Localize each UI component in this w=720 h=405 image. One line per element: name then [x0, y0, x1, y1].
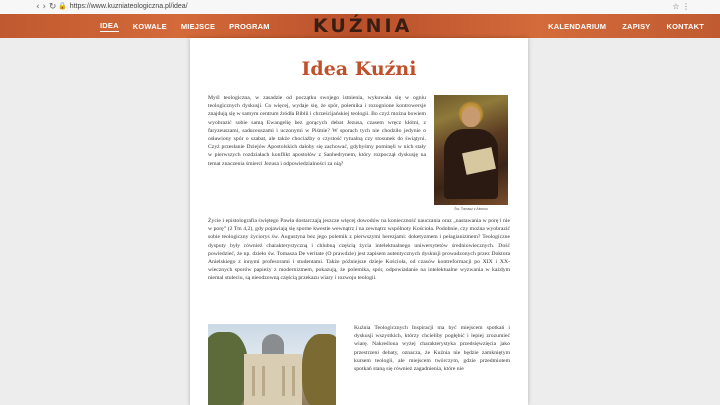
browser-toolbar [0, 0, 720, 15]
menu-item-zapisy[interactable]: ZAPISY [622, 21, 651, 31]
back-forward-icons[interactable]: ‹ › ↻ [36, 2, 57, 12]
page-title: Idea Kuźni [301, 58, 417, 80]
menu-item-kontakt[interactable]: KONTAKT [666, 21, 704, 31]
menu-item-kowale[interactable]: KOWALE [132, 21, 167, 31]
menu-item-idea[interactable]: IDEA [100, 20, 119, 30]
menu-item-program[interactable]: PROGRAM [229, 21, 270, 31]
kuznia-paragraph: Kuźnia Teologicznych Inspiracji ma być miejscem spotkań i dyskusji wszystkich, którzy chcieliby pogłębić i lepiej zrozumieć wiarę. Nakreślona wyżej charakterystyka przedsięwzięcia jako przestrzeni debaty, oznacza, że Kuźnia nie będzie zamkniętym kursem teologii, ale miejscem twórczym, gdzie przedmiotem spotkań staną się również zagadnienia, które nie [354, 325, 510, 373]
address-bar[interactable] [58, 2, 578, 12]
menu-item-kalendarium[interactable]: KALENDARIUM [548, 21, 607, 31]
main-menu-right [548, 14, 720, 38]
church-photo [208, 324, 336, 405]
lock-icon: 🔒 [58, 3, 67, 10]
menu-item-miejsce[interactable]: MIEJSCE [180, 21, 216, 31]
main-menu-left [100, 14, 284, 38]
site-header [0, 14, 720, 38]
site-logo[interactable]: KUŹNIA [313, 15, 413, 37]
browser-menu-icons[interactable]: ☆ ⋮ [672, 2, 690, 11]
content-panel [190, 38, 528, 405]
thomas-aquinas-painting [434, 95, 508, 205]
intro-paragraph: Myśl teologiczna, w zasadzie od początku swojego istnienia, wykuwała się w ogniu teologicznych dyskusji. Co więcej, wydaje się, że spór, polemika i rozognione kontrowersje znajdują się w samym centrum źródła Biblii i chrześcijańskiej teologii. Bo czyż można bowiem wyobrazić sobie samą Ewangelię bez gorących debat Jezusa, czasem wręcz kłótni, z faryzeuszami, saduceuszami i uczonymi w Piśmie? W sporach tych nie chodziło jedynie o osławiony spór o szabat, ale także chociażby o czystość rytualną czy stosunek do świątyni. Czyż przesłanie Dziejów Apostolskich dałoby się zachować, gdybyśmy pominęli w nich stały w pierwszych rozdziałach konflikt apostołów z Sanhedrynem, który rozpoczął dyskusję na temat znaczenia śmierci Jezusa i odpowiedzialności za nią? [208, 95, 426, 167]
url-text: https://www.kuzniateologiczna.pl/idea/ [69, 3, 188, 10]
painting-caption: Św. Tomasz z Akwinu [454, 207, 488, 211]
history-paragraph: Życie i epistolografia świętego Pawła dostarczają jeszcze więcej dowodów na konieczność nauczania oraz „nastawania w porę i nie w porę” (2 Tm 4,2), gdy pojawiają się sporne kwestie wewnątrz i na zewnątrz wspólnoty Kościoła. Podobnie, czy można wyobrazić sobie teologiczny życiorys św. Augustyna bez jego polemik z pierwszymi herezjami: doketyzmem i pelagianizmem? Teologiczne dysputy były również charakterystyczną i chlubną częścią życia intelektualnego uniwersytetów średniowiecznych. Dość powiedzieć, że np. dzieło św. Tomasza De veritate (O prawdzie) jest zapisem autentycznych dyskusji prowadzonych przez Doktora Anielskiego z innymi profesorami i studentami. Także późniejsze dzieje Kościoła, od czasów kontreformacji po XIX i XX-wiecznych sporów papieży z modernizmem, pokazują, że polemika, spór, odpowiadanie na intelektualne wyzwania w każdym niemal stuleciu, są nieodzowną częścią przekazu wiary i rozwoju teologii. [208, 218, 510, 282]
